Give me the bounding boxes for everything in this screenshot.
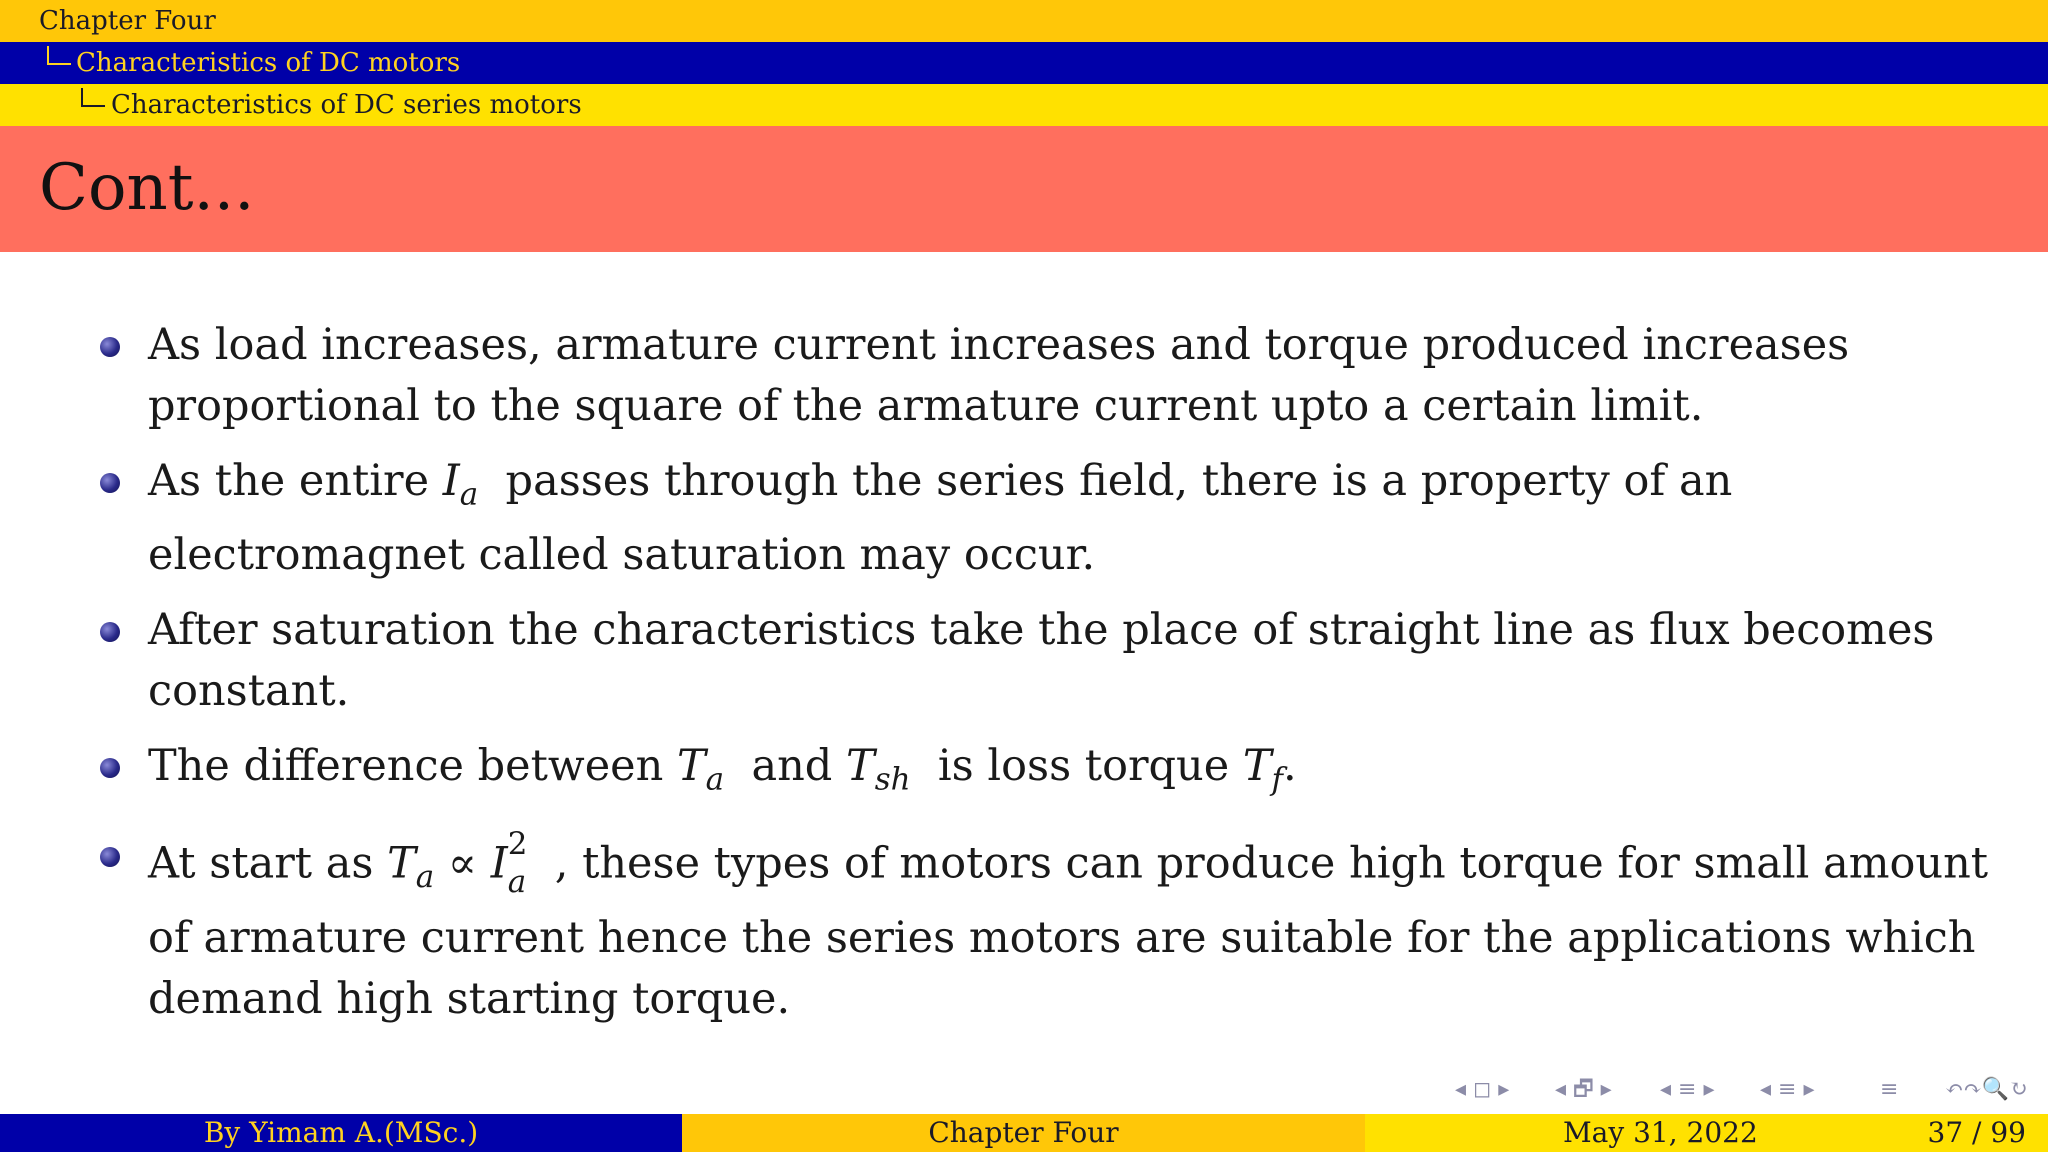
nav-first-slide-icon[interactable]: ◂ ◻ ▸ <box>1455 1077 1510 1102</box>
bullet-item <box>100 600 2030 722</box>
bullet-text: and <box>724 741 847 792</box>
nav-section-icon[interactable]: ◂ ≡ ▸ <box>1760 1077 1815 1102</box>
math-subscript: a <box>705 761 725 798</box>
bullet-text: The difference between <box>148 741 677 792</box>
math-relation: ∝ <box>434 838 491 889</box>
bullet-icon <box>100 473 120 493</box>
footer-author: By Yimam A.(MSc.) <box>203 1116 479 1149</box>
math-subscript: a <box>459 476 479 513</box>
footer-page-number: 37 / 99 <box>1927 1116 2026 1149</box>
header-section-bar <box>0 0 2048 42</box>
bullet-icon <box>100 758 120 778</box>
bullet-text: , these types of motors can produce high torque for small amount of armature current hence the series motors are suitable for the applications which demand high starting torque. <box>148 838 2002 1024</box>
math-variable: I <box>442 456 460 506</box>
bullet-item <box>100 736 2030 810</box>
math-variable: I <box>490 838 508 889</box>
bullet-item <box>100 825 2030 1030</box>
nav-subsection-icon[interactable]: ◂ ≡ ▸ <box>1660 1077 1715 1102</box>
bullet-item <box>100 451 2030 586</box>
footer-title-cell <box>682 1114 1365 1152</box>
footer <box>0 1114 2048 1152</box>
tree-corner-icon <box>47 46 71 65</box>
bullet-text: As load increases, armature current increases and torque produced increases proportional to the square of the armature current upto a certain limit. <box>148 320 1850 431</box>
header-section-title[interactable]: Chapter Four <box>39 6 216 36</box>
bullet-text: is loss torque <box>910 741 1243 792</box>
math-subscript: f <box>1271 761 1284 798</box>
header-subsubsection-title[interactable]: Characteristics of DC series motors <box>111 90 582 120</box>
math-supsub <box>508 825 528 902</box>
bullet-list <box>100 315 2030 1044</box>
math-subscript: sh <box>874 761 911 798</box>
bullet-icon <box>100 622 120 642</box>
math-subscript: a <box>507 864 527 901</box>
header-subsection-title[interactable]: Characteristics of DC motors <box>76 48 461 78</box>
bullet-text: . <box>1283 741 1297 792</box>
math-variable: T <box>1242 741 1272 792</box>
nav-frame-icon[interactable]: ◂ 🗗 ▸ <box>1555 1077 1612 1102</box>
slide-title: Cont... <box>39 151 255 225</box>
math-subscript: a <box>415 858 435 895</box>
nav-toc-icon[interactable]: ≡ <box>1880 1077 1899 1102</box>
nav-back-search-zoom-icon[interactable]: ↶↷🔍↻ <box>1945 1077 2028 1102</box>
footer-author-cell <box>0 1114 682 1152</box>
math-variable: T <box>846 741 875 792</box>
beamer-navigation <box>1455 1072 2035 1108</box>
math-superscript: 2 <box>507 825 528 862</box>
footer-date: May 31, 2022 <box>1563 1116 1758 1149</box>
bullet-icon <box>100 847 120 867</box>
header-subsubsection-bar <box>0 84 2048 126</box>
footer-title: Chapter Four <box>928 1116 1119 1149</box>
header-subsection-bar <box>0 42 2048 84</box>
slide-title-bar <box>0 126 2048 252</box>
bullet-icon <box>100 337 120 357</box>
footer-date-cell <box>1365 1114 2048 1152</box>
math-variable: T <box>387 838 416 889</box>
bullet-text: After saturation the characteristics take the place of straight line as flux becomes constant. <box>148 605 1935 717</box>
math-variable: T <box>676 741 706 792</box>
tree-corner-icon <box>81 88 105 107</box>
bullet-text: As the entire <box>148 456 443 506</box>
bullet-text: At start as <box>148 838 388 889</box>
bullet-text: passes through the series field, there is a property of an electromagnet called saturation may occur. <box>148 456 1746 581</box>
bullet-item <box>100 315 2030 437</box>
